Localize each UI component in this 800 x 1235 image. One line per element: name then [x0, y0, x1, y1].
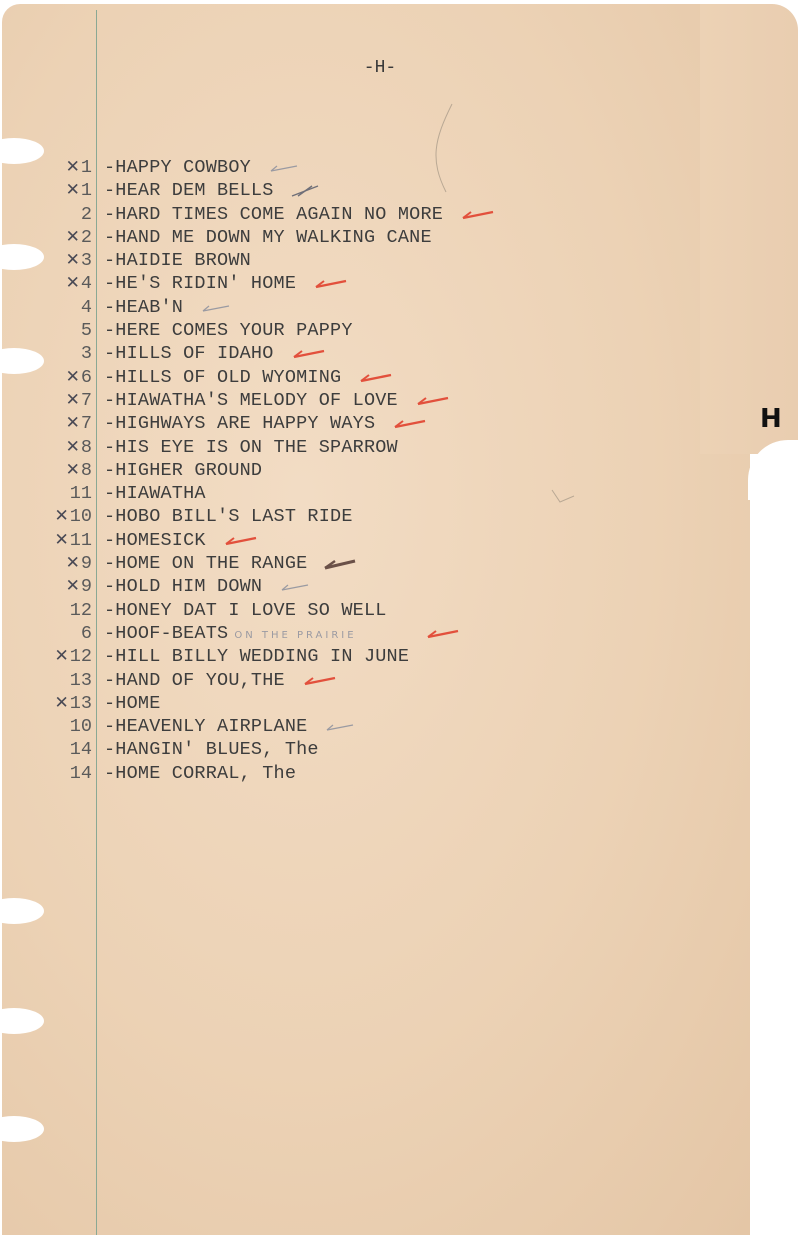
song-title [104, 389, 398, 412]
song-title-text: -HIS EYE IS ON THE SPARROW [104, 436, 398, 458]
song-title-text: -HAIDIE BROWN [104, 250, 251, 272]
list-item [0, 552, 700, 575]
song-title [104, 622, 357, 647]
cross-mark-icon: ✕ [65, 413, 80, 434]
song-title-text: -HAND ME DOWN MY WALKING CANE [104, 226, 432, 248]
page-number: 10 [69, 716, 92, 738]
cross-mark-icon: ✕ [65, 226, 80, 247]
cross-mark-icon: ✕ [54, 692, 69, 713]
list-item [0, 319, 700, 342]
song-title-text: -HIGHER GROUND [104, 459, 263, 481]
list-item [0, 482, 700, 505]
song-title-text: -HOME CORRAL, The [104, 762, 297, 784]
check-mark-icon [389, 417, 433, 431]
song-index-list [0, 156, 700, 785]
list-item [0, 272, 700, 295]
page-number: 9 [80, 576, 92, 598]
cross-mark-icon: ✕ [54, 506, 69, 527]
cross-mark-icon: ✕ [65, 436, 80, 457]
check-mark-icon [321, 557, 365, 571]
check-mark-icon [197, 301, 241, 315]
cross-mark-icon: ✕ [65, 389, 80, 410]
song-title [104, 645, 409, 668]
song-title-text: -HOMESICK [104, 529, 206, 551]
check-mark-icon [422, 627, 466, 641]
song-title [104, 575, 262, 598]
page-number: 14 [69, 739, 92, 761]
list-item [0, 179, 700, 202]
pencil-annotation: ON THE PRAIRIE [234, 629, 357, 641]
list-item [0, 645, 700, 668]
check-mark-icon [412, 394, 456, 408]
page-number: 9 [80, 553, 92, 575]
song-title-text: -HILL BILLY WEDDING IN JUNE [104, 646, 410, 668]
song-title-text: -HEAR DEM BELLS [104, 180, 274, 202]
song-title-text: -HOBO BILL'S LAST RIDE [104, 506, 353, 528]
list-item [0, 296, 700, 319]
song-title-text: -HEAB'N [104, 296, 184, 318]
cross-mark-icon: ✕ [54, 529, 69, 550]
song-title-text: -HIAWATHA [104, 483, 206, 505]
cross-mark-icon: ✕ [65, 366, 80, 387]
cross-mark-icon: ✕ [54, 646, 69, 667]
page-number: 4 [80, 296, 92, 318]
list-item [0, 575, 700, 598]
page-number: 14 [69, 762, 92, 784]
song-title [104, 459, 262, 482]
page-number: 2 [80, 203, 92, 225]
song-title [104, 552, 307, 575]
page-number: 3 [80, 343, 92, 365]
page-number: 2 [80, 226, 92, 248]
cross-mark-icon: ✕ [65, 553, 80, 574]
song-title [104, 366, 341, 389]
song-title [104, 226, 432, 249]
list-item [0, 249, 700, 272]
list-item [0, 599, 700, 622]
page-number: 1 [80, 180, 92, 202]
song-title [104, 669, 285, 692]
song-title [104, 715, 307, 738]
check-mark-icon [276, 580, 320, 594]
page-number: 11 [69, 483, 92, 505]
page-number: 3 [80, 250, 92, 272]
cross-mark-icon: ✕ [65, 157, 80, 177]
page-number: 8 [80, 436, 92, 458]
page-heading: -H- [363, 58, 397, 78]
list-item [0, 436, 700, 459]
check-mark-icon [288, 184, 332, 198]
page-number: 4 [80, 273, 92, 295]
song-title [104, 203, 443, 226]
page-number: 11 [69, 529, 92, 551]
list-item [0, 762, 700, 785]
list-item [0, 203, 700, 226]
song-title-text: -HOME [104, 692, 161, 714]
song-title-text: -HONEY DAT I LOVE SO WELL [104, 599, 387, 621]
song-title [104, 505, 353, 528]
page-number: 6 [80, 366, 92, 388]
song-title [104, 738, 319, 761]
list-item [0, 738, 700, 761]
song-title-text: -HARD TIMES COME AGAIN NO MORE [104, 203, 444, 225]
cross-mark-icon: ✕ [65, 459, 80, 480]
song-title-text: -HILLS OF IDAHO [104, 343, 274, 365]
song-title [104, 529, 206, 552]
list-item [0, 226, 700, 249]
song-title [104, 436, 398, 459]
page-number: 8 [80, 459, 92, 481]
list-item [0, 342, 700, 365]
song-title [104, 319, 353, 342]
page-number: 10 [69, 506, 92, 528]
check-mark-icon [457, 208, 501, 222]
page-number: 12 [69, 646, 92, 668]
song-title [104, 599, 387, 622]
song-title [104, 762, 296, 785]
song-title [104, 692, 161, 715]
list-item [0, 692, 700, 715]
check-mark-icon [355, 371, 399, 385]
page-number: 7 [80, 389, 92, 411]
index-tab [700, 4, 798, 454]
song-title-text: -HIAWATHA'S MELODY OF LOVE [104, 389, 398, 411]
song-title-text: -HERE COMES YOUR PAPPY [104, 320, 353, 342]
list-item [0, 669, 700, 692]
cross-mark-icon: ✕ [65, 576, 80, 597]
song-title-text: -HAND OF YOU,THE [104, 669, 285, 691]
list-item [0, 366, 700, 389]
list-item [0, 505, 700, 528]
song-title [104, 272, 296, 295]
tab-letter: H [760, 404, 782, 434]
check-mark-icon [321, 720, 365, 734]
song-title-text: -HANGIN' BLUES, The [104, 739, 319, 761]
page-number: 13 [69, 692, 92, 714]
page-number: 1 [80, 157, 92, 178]
song-title [104, 249, 251, 272]
check-mark-icon [265, 161, 309, 175]
song-title-text: -HOME ON THE RANGE [104, 553, 308, 575]
song-title-text: -HAPPY COWBOY [104, 157, 251, 178]
check-mark-icon [310, 277, 354, 291]
check-mark-icon [299, 674, 343, 688]
page-number: 7 [80, 413, 92, 435]
page-number: 6 [80, 622, 92, 644]
check-mark-icon [220, 534, 264, 548]
song-title [104, 482, 206, 505]
song-title-text: -HIGHWAYS ARE HAPPY WAYS [104, 413, 376, 435]
page-number: 13 [69, 669, 92, 691]
song-title-text: -HOOF-BEATS [104, 622, 229, 644]
list-item [0, 389, 700, 412]
song-title-text: -HEAVENLY AIRPLANE [104, 716, 308, 738]
list-item [0, 622, 700, 645]
check-mark-icon [288, 347, 332, 361]
song-title-text: -HILLS OF OLD WYOMING [104, 366, 342, 388]
page-number: 12 [69, 599, 92, 621]
song-title [104, 179, 274, 202]
song-title [104, 412, 375, 435]
list-item [0, 715, 700, 738]
song-title-text: -HE'S RIDIN' HOME [104, 273, 297, 295]
list-item [0, 459, 700, 482]
song-title [104, 342, 274, 365]
cross-mark-icon: ✕ [65, 180, 80, 201]
list-item [0, 156, 700, 179]
song-title [104, 156, 251, 179]
cross-mark-icon: ✕ [65, 250, 80, 271]
song-title-text: -HOLD HIM DOWN [104, 576, 263, 598]
list-item [0, 412, 700, 435]
list-item [0, 529, 700, 552]
page-number: 5 [80, 320, 92, 342]
song-title [104, 296, 183, 319]
cross-mark-icon: ✕ [65, 273, 80, 294]
